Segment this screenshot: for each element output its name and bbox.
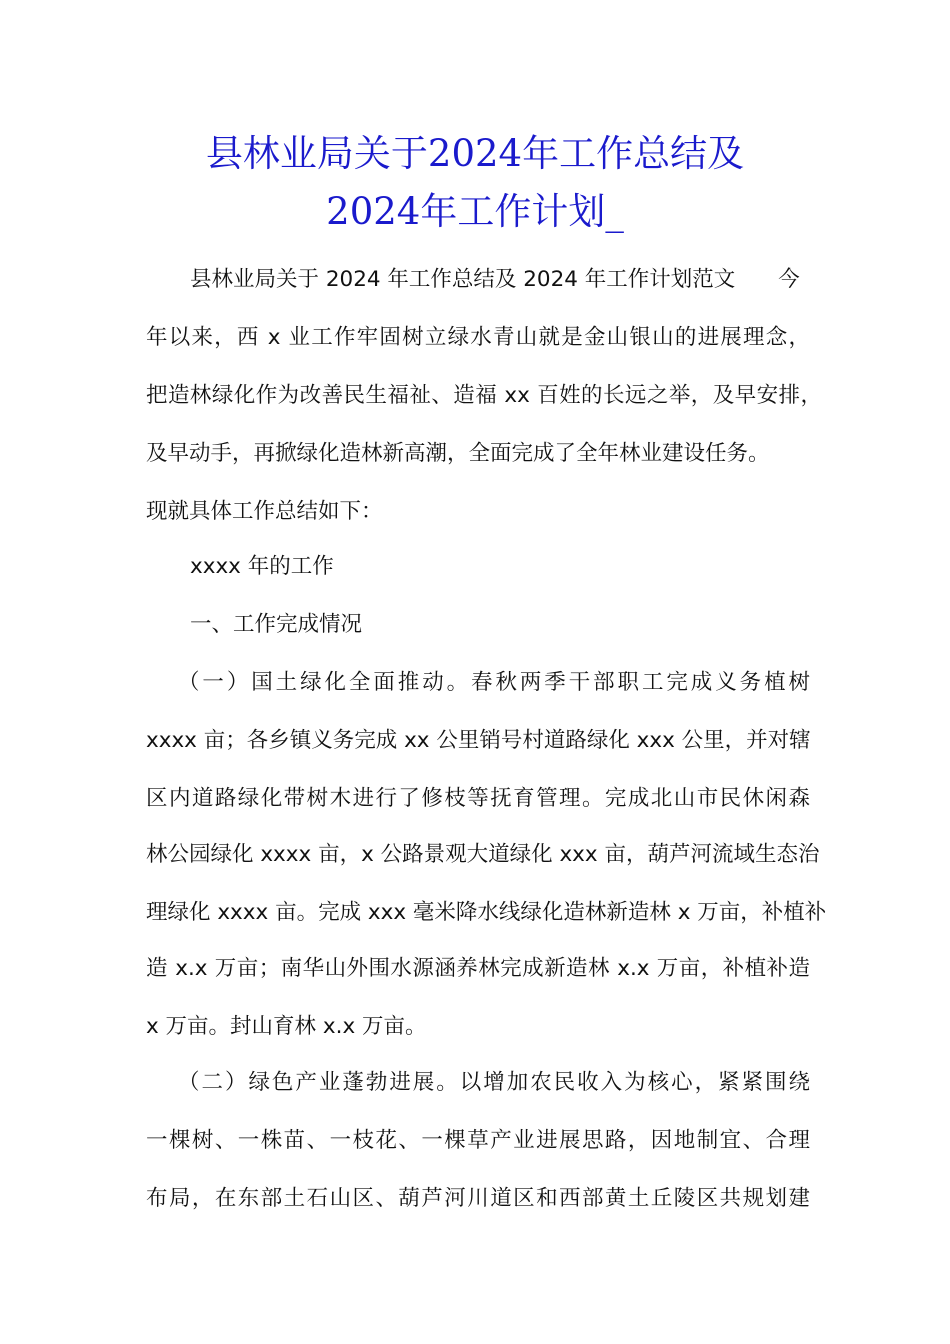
para1-line-6: 造 x.x 万亩；南华山外围水源涵养林完成新造林 x.x 万亩，补植补造 [146, 956, 810, 981]
intro-line-1: 县林业局关于 2024 年工作总结及 2024 年工作计划范文 今 [190, 267, 800, 292]
para2-line-2: 一棵树、一株苗、一枝花、一棵草产业进展思路，因地制宜、合理 [146, 1128, 810, 1153]
para1-line-1: （一）国土绿化全面推动。春秋两季干部职工完成义务植树 [178, 670, 810, 695]
para1-line-3: 区内道路绿化带树木进行了修枝等抚育管理。完成北山市民休闲森 [146, 786, 810, 811]
para1-line-7: x 万亩。封山育林 x.x 万亩。 [146, 1014, 427, 1039]
intro-line-5: 现就具体工作总结如下： [146, 499, 383, 524]
intro-line-2: 年以来，西 x 业工作牢固树立绿水青山就是金山银山的进展理念， [146, 325, 810, 350]
section-heading: 一、工作完成情况 [190, 612, 363, 637]
para1-line-2: xxxx 亩；各乡镇义务完成 xx 公里销号村道路绿化 xxx 公里，并对辖 [146, 728, 811, 753]
para2-line-1: （二）绿色产业蓬勃进展。以增加农民收入为核心，紧紧围绕 [178, 1070, 810, 1095]
document-title-line-2: 2024年工作计划_ [326, 190, 624, 233]
document-title-line-1: 县林业局关于2024年工作总结及 [205, 132, 745, 175]
para2-line-3: 布局，在东部土石山区、葫芦河川道区和西部黄土丘陵区共规划建 [146, 1186, 810, 1211]
intro-line-3: 把造林绿化作为改善民生福祉、造福 xx 百姓的长远之举，及早安排， [146, 383, 822, 408]
para1-line-4: 林公园绿化 xxxx 亩，x 公路景观大道绿化 xxx 亩，葫芦河流域生态治 [146, 842, 820, 867]
intro-line-4: 及早动手，再掀绿化造林新高潮，全面完成了全年林业建设任务。 [146, 441, 770, 466]
para1-line-5: 理绿化 xxxx 亩。完成 xxx 毫米降水线绿化造林新造林 x 万亩，补植补 [146, 900, 827, 925]
year-heading: xxxx 年的工作 [190, 554, 334, 579]
